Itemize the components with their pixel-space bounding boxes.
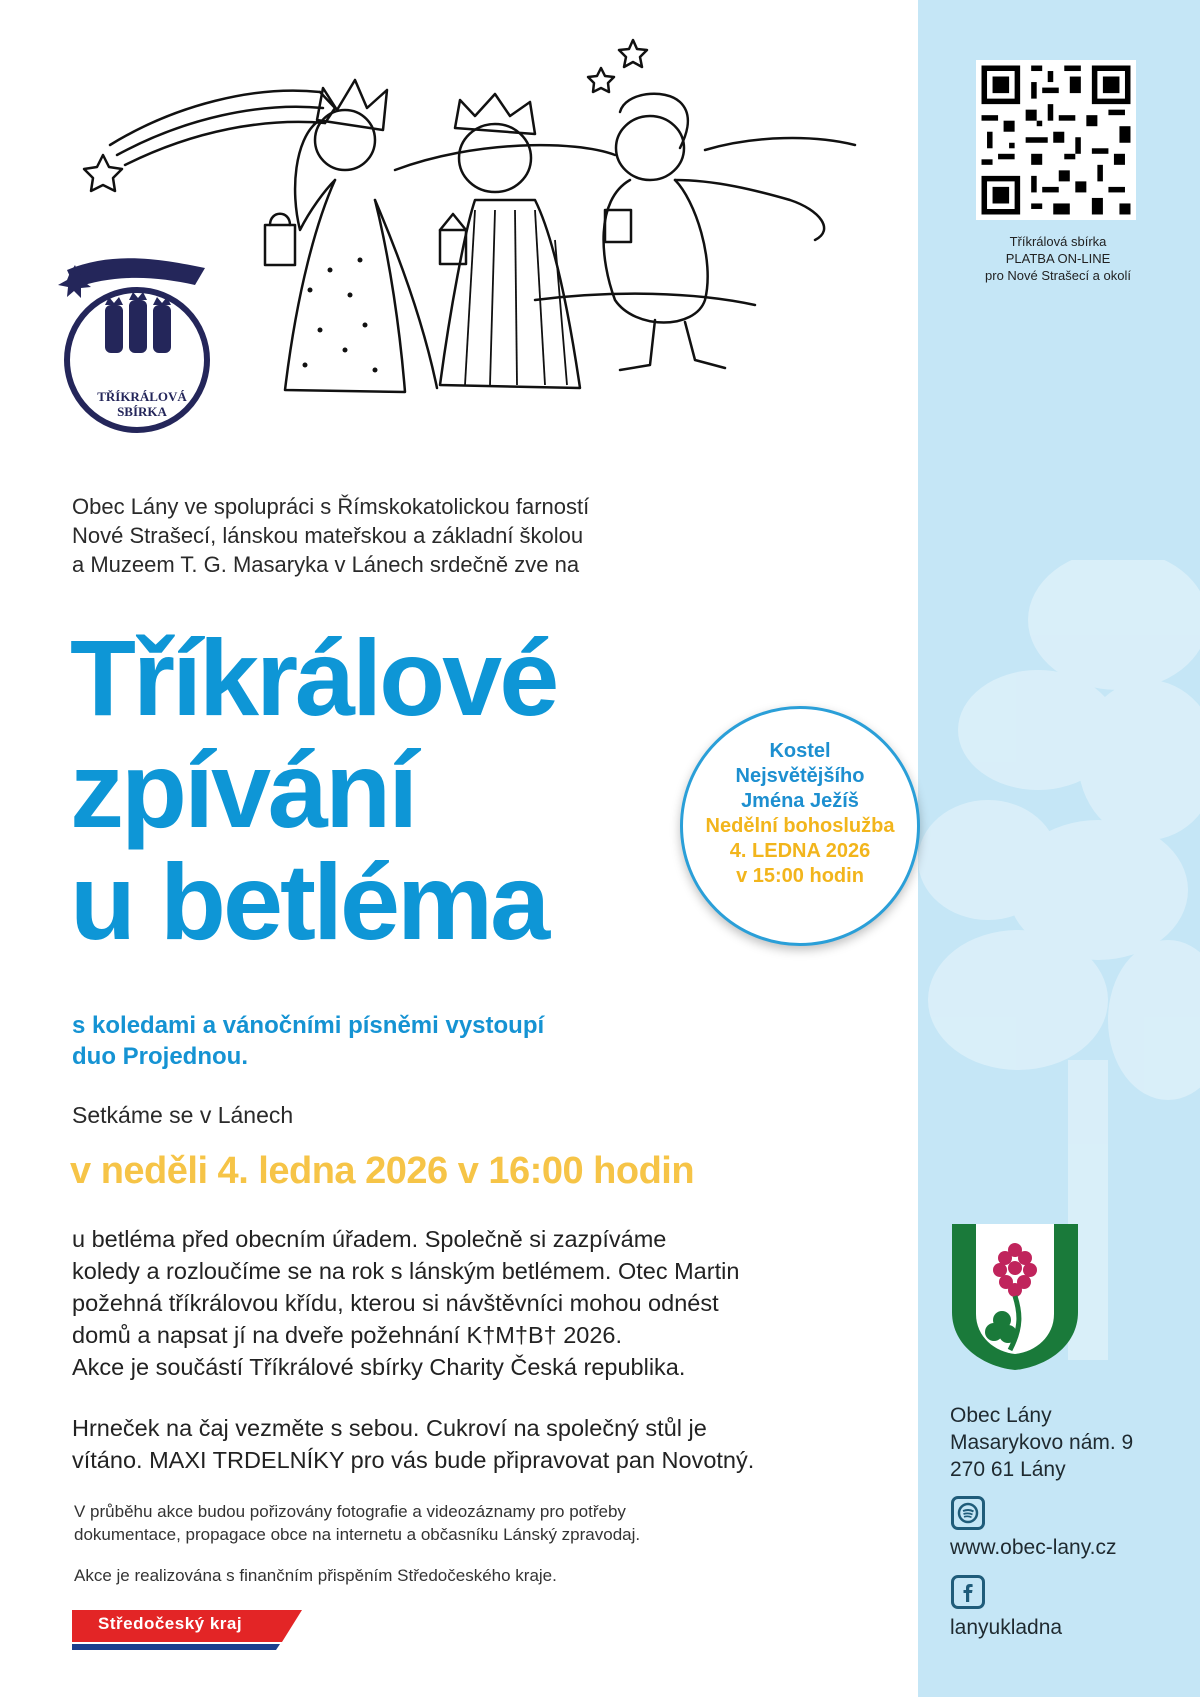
description-line: u betléma před obecním úřadem. Společně si zazpíváme xyxy=(72,1226,667,1252)
intro-text xyxy=(72,492,772,579)
subtitle-line: s koledami a vánočními písněmi vystoupí xyxy=(72,1012,545,1039)
badge-line: 4. LEDNA 2026 xyxy=(729,840,871,862)
title-line: zpívání xyxy=(70,729,416,850)
qr-caption xyxy=(960,233,1156,284)
notice-line: dokumentace, propagace obce na internetu a občasníku Lánský zpravodaj. xyxy=(74,1525,641,1544)
facebook-icon[interactable] xyxy=(951,1575,985,1609)
event-datetime: v neděli 4. ledna 2026 v 16:00 hodin xyxy=(70,1150,695,1192)
bring-line: Hrneček na čaj vezměte s sebou. Cukroví na společný stůl je xyxy=(72,1415,707,1441)
address-line: 270 61 Lány xyxy=(950,1458,1066,1481)
title-line: Tříkrálové xyxy=(70,617,557,738)
meet-text: Setkáme se v Lánech xyxy=(72,1102,294,1128)
description-line: koledy a rozloučíme se na rok s lánským betlémem. Otec Martin xyxy=(72,1258,740,1284)
lany-coat-of-arms xyxy=(950,1222,1080,1372)
intro-line: a Muzeem T. G. Masaryka v Lánech srdečně zve na xyxy=(72,552,580,577)
badge-line: Kostel xyxy=(769,740,831,762)
logo-line: TŘÍKRÁLOVÁ xyxy=(97,389,187,404)
notice-line: V průběhu akce budou pořizovány fotografie a videozáznamy pro potřeby xyxy=(74,1502,626,1521)
facebook-page-name[interactable]: lanyukladna xyxy=(950,1616,1063,1639)
intro-line: Nové Strašecí, lánskou mateřskou a základní školou xyxy=(72,523,584,548)
badge-line: Jména Ježíš xyxy=(741,790,859,812)
payment-qr-code[interactable] xyxy=(976,60,1136,220)
website-link[interactable]: www.obec-lany.cz xyxy=(950,1536,1117,1559)
subtitle-line: duo Projednou. xyxy=(72,1043,248,1070)
description-line: požehná tříkrálovou křídu, kterou si návštěvníci mohou odnést xyxy=(72,1290,719,1316)
logo-text xyxy=(97,389,187,419)
intro-line: Obec Lány ve spolupráci s Římskokatolickou farností xyxy=(72,494,590,519)
logo-line: SBÍRKA xyxy=(117,404,167,419)
qr-caption-line: PLATBA ON-LINE xyxy=(1005,251,1111,266)
municipality-address xyxy=(950,1402,1133,1483)
bring-info xyxy=(72,1412,892,1476)
region-logo-label: Středočeský kraj xyxy=(98,1614,243,1633)
qr-caption-line: Tříkrálová sbírka xyxy=(1009,234,1107,249)
description-line: Akce je součástí Tříkrálové sbírky Charity Česká republika. xyxy=(72,1354,686,1380)
badge-line: v 15:00 hodin xyxy=(736,865,864,887)
badge-line: Nejsvětějšího xyxy=(735,765,865,787)
title-line: u betléma xyxy=(70,841,548,962)
qr-caption-line: pro Nové Strašecí a okolí xyxy=(985,268,1131,283)
photo-notice xyxy=(74,1500,854,1546)
event-subtitle xyxy=(72,1010,712,1072)
event-description xyxy=(72,1223,892,1383)
address-line: Masarykovo nám. 9 xyxy=(950,1431,1134,1454)
bring-line: vítáno. MAXI TRDELNÍKY pro vás bude připravovat pan Novotný. xyxy=(72,1447,755,1473)
badge-line: Nedělní bohoslužba xyxy=(705,815,895,837)
description-line: domů a napsat jí na dveře požehnání K†M†B† 2026. xyxy=(72,1322,623,1348)
address-line: Obec Lány xyxy=(950,1404,1052,1427)
mass-info-badge xyxy=(680,706,920,946)
spotify-icon[interactable] xyxy=(951,1496,985,1530)
event-title xyxy=(70,617,710,962)
funding-note: Akce je realizována s finančním přispěním Středočeského kraje. xyxy=(74,1566,557,1585)
